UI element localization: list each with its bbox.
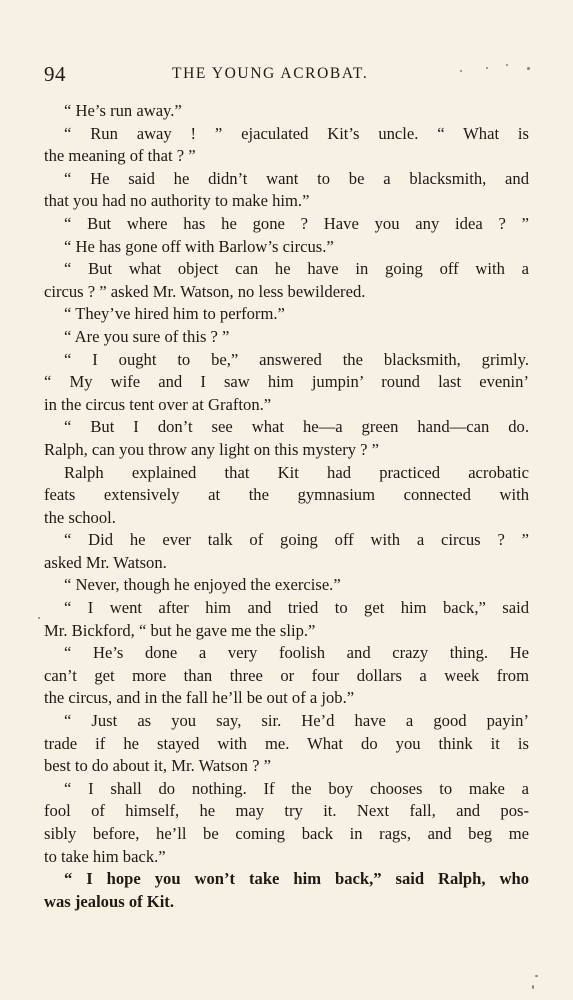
text-line: that you had no authority to make him.” xyxy=(44,191,310,211)
text-line: was jealous of Kit. xyxy=(44,891,174,911)
text-line: “ I shall do nothing. If the boy chooses to make a xyxy=(64,778,529,798)
text-line: “ But I don’t see what he—a green hand—can do. xyxy=(64,417,529,437)
text-line: “ Did he ever talk of going off with a circus ? ” xyxy=(64,530,529,550)
text-line: “ I hope you won’t take him back,” said Ralph, who xyxy=(64,869,529,889)
text-line: “ I ought to be,” answered the blacksmith, grimly. xyxy=(64,349,529,369)
print-speck xyxy=(535,975,538,977)
text-line: in the circus tent over at Grafton.” xyxy=(44,394,272,414)
print-speck xyxy=(506,64,508,66)
text-line: “ But where has he gone ? Have you any idea ? ” xyxy=(64,213,529,233)
text-line: “ He has gone off with Barlow’s circus.” xyxy=(64,236,334,256)
text-line: fool of himself, he may try it. Next fall, and pos- xyxy=(44,801,529,821)
text-line: to take him back.” xyxy=(44,846,166,866)
text-line: can’t get more than three or four dollars a week from xyxy=(44,665,529,685)
text-line: asked Mr. Watson. xyxy=(44,552,167,572)
text-line: the meaning of that ? ” xyxy=(44,146,196,166)
text-line: “ But what object can he have in going off with a xyxy=(64,259,529,279)
text-line: the circus, and in the fall he’ll be out of a job.” xyxy=(44,688,355,708)
print-speck xyxy=(460,70,462,72)
text-line: “ I went after him and tried to get him back,” said xyxy=(64,598,529,618)
running-title: THE YOUNG ACROBAT. xyxy=(172,65,369,82)
text-line: “ My wife and I saw him jumpin’ round last evenin’ xyxy=(44,372,529,392)
text-line: feats extensively at the gymnasium connected with xyxy=(44,485,529,505)
page-number: 94 xyxy=(44,62,66,86)
text-line: best to do about it, Mr. Watson ? ” xyxy=(44,756,271,776)
text-line: “ Are you sure of this ? ” xyxy=(64,326,230,346)
text-line: “ Never, though he enjoyed the exercise.” xyxy=(64,575,341,595)
text-line: circus ? ” asked Mr. Watson, no less bewildered. xyxy=(44,281,366,301)
text-line: “ They’ve hired him to perform.” xyxy=(64,304,285,324)
text-line: “ Just as you say, sir. He’d have a good payin’ xyxy=(64,711,529,731)
page-header xyxy=(44,62,529,88)
print-speck xyxy=(486,67,488,69)
text-line: “ He said he didn’t want to be a blacksmith, and xyxy=(64,168,529,188)
print-speck xyxy=(527,67,530,70)
text-line: “ He’s run away.” xyxy=(64,101,182,120)
text-line: the school. xyxy=(44,507,116,527)
text-line: Ralph, can you throw any light on this mystery ? ” xyxy=(44,439,380,459)
text-line: Mr. Bickford, “ but he gave me the slip.” xyxy=(44,620,316,640)
text-line: sibly before, he’ll be coming back in rags, and beg me xyxy=(44,824,529,843)
text-line: “ Run away ! ” ejaculated Kit’s uncle. “ What is xyxy=(64,123,529,143)
print-speck xyxy=(532,985,534,989)
body-text xyxy=(44,100,529,913)
text-line: “ He’s done a very foolish and crazy thing. He xyxy=(64,643,529,663)
print-speck xyxy=(38,617,40,619)
text-line: Ralph explained that Kit had practiced acrobatic xyxy=(64,462,529,482)
text-line: trade if he stayed with me. What do you think it is xyxy=(44,733,529,753)
